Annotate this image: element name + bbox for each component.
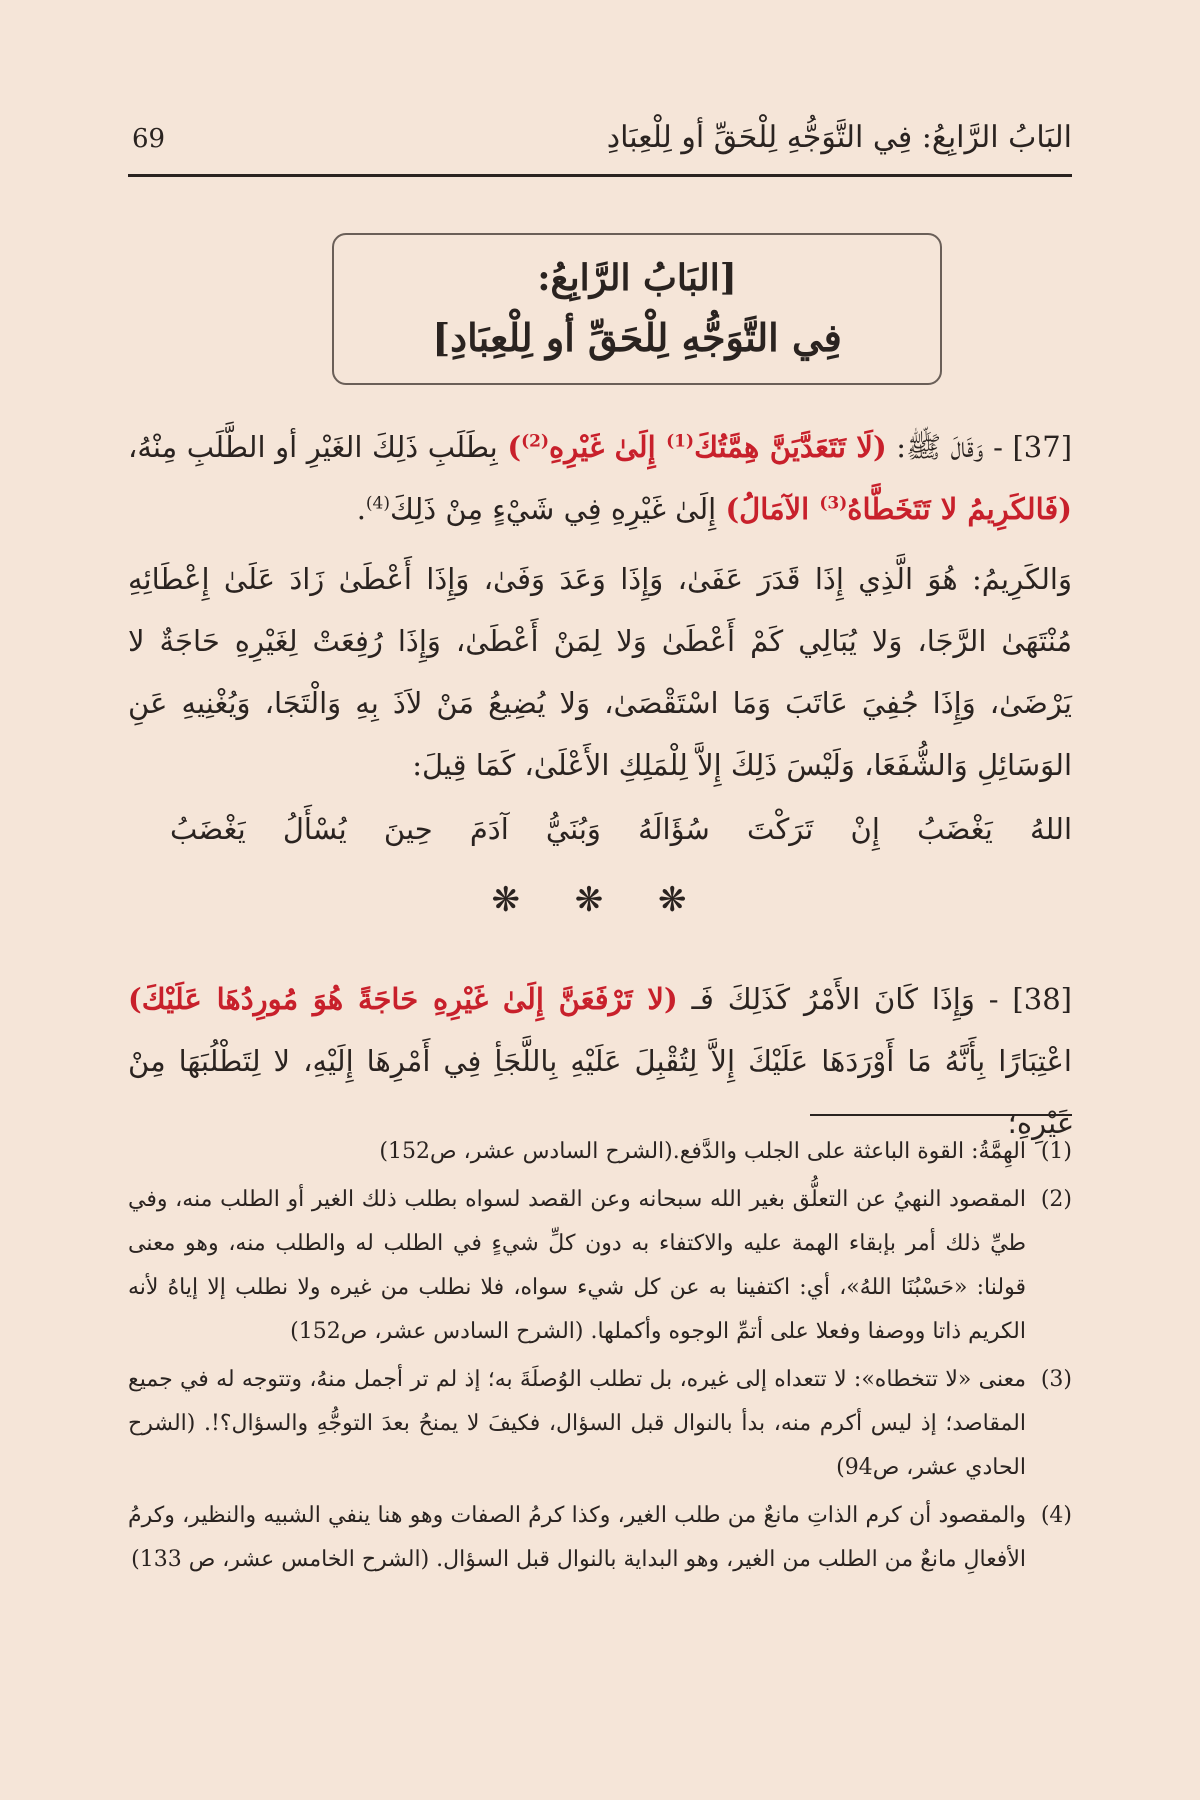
footnote-item <box>128 1178 1072 1354</box>
running-title: البَابُ الرَّابِعُ: فِي التَّوَجُّهِ لِلْحَقِّ أو لِلْعِبَادِ <box>606 120 1072 155</box>
paragraph-number: [37] - وَقَالَ ﷺ: <box>886 430 1073 464</box>
hikma-quote: إِلَىٰ غَيْرِهِ <box>549 430 667 464</box>
footnote-text: المقصود النهيُ عن التعلُّق بغير الله سبحانه وعن القصد لسواه بطلب ذلك الغير أو الطلب منه، وفي طيِّ ذلك أمر بإبقاء الهمة عليه والاكتفاء به دون كلِّ شيءٍ في الطلب له والطلب منه، وهو معنى قولنا: «حَسْبُنَا اللهُ»، أي: اكتفينا به عن كل شيء سواه، فلا نطلب من غيره ولا نطلب إلا إياهُ لأنه الكريم ذاتا ووصفا وفعلا على أتمِّ الوجوه وأكملها. (الشرح السادس عشر، ص152) <box>128 1187 1026 1344</box>
hikma-quote: (لا تَرْفَعَنَّ إِلَىٰ غَيْرِهِ حَاجَةً هُوَ مُورِدُهَا عَلَيْكَ) <box>128 982 678 1016</box>
hikma-quote: ) <box>507 430 522 464</box>
page-header <box>128 110 1072 177</box>
hikma-quote: الآمَالُ) <box>725 492 820 526</box>
footnote-text: والمقصود أن كرم الذاتِ مانعٌ من طلب الغير، وكذا كرمُ الصفات وهو هنا ينفي الشبيه والنظير، وكرمُ الأفعالِ مانعٌ من الطلب من الغير، وهو البداية بالنوال قبل السؤال. (الشرح الخامس عشر، ص 133) <box>128 1503 1026 1572</box>
footnote-item <box>128 1358 1072 1490</box>
page-number: 69 <box>132 124 166 154</box>
footnote-number: (3) <box>1040 1367 1072 1392</box>
footnote-number: (4) <box>1040 1503 1072 1528</box>
footnote-item <box>128 1494 1072 1582</box>
paragraph-number: [38] - وَإِذَا كَانَ الأَمْرُ كَذَلِكَ فَـ <box>677 982 1072 1016</box>
paragraph-karim: وَالكَرِيمُ: هُوَ الَّذِي إِذَا قَدَرَ عَفَىٰ، وَإِذَا وَعَدَ وَفَىٰ، وَإِذَا أَعْطَىٰ زَادَ عَلَىٰ إِعْطَائِهِ مُنْتَهَىٰ الرَّجَا، وَلا يُبَالِي كَمْ أَعْطَىٰ وَلا لِمَنْ أَعْطَىٰ، وَإِذَا رُفِعَتْ لِغَيْرِهِ حَاجَةٌ لا يَرْضَىٰ، وَإِذَا جُفِيَ عَاتَبَ وَمَا اسْتَقْصَىٰ، وَلا يُضِيعُ مَنْ لاَذَ بِهِ وَالْتَجَا، وَيُغْنِيهِ عَنِ الوَسَائِلِ وَالشُّفَعَا، وَلَيْسَ ذَلِكَ إِلاَّ لِلْمَلِكِ الأَعْلَىٰ، كَمَا قِيلَ: <box>128 562 1072 782</box>
section-separator: ❋ ❋ ❋ <box>491 880 709 920</box>
footnote-number: (2) <box>1040 1187 1072 1212</box>
footnotes <box>128 1130 1072 1586</box>
footnote-text: معنى «لا تتخطاه»: لا تتعداه إلى غيره، بل تطلب الوُصلَةَ به؛ إذ لم تر أجمل منهُ، وتتوجه له في جميع المقاصد؛ إذ ليس أكرم منه، بدأ بالنوال قبل السؤال، فكيفَ لا يمنحُ بعدَ التوجُّهِ والسؤال؟!. (الشرح الحادي عشر، ص94) <box>128 1367 1026 1480</box>
footnote-number: (1) <box>1040 1139 1072 1164</box>
commentary-text: إِلَىٰ غَيْرِهِ فِي شَيْءٍ مِنْ ذَلِكَ <box>390 492 726 526</box>
footnote-ref[interactable]: (2) <box>521 431 549 452</box>
chapter-title-line1: [البَابُ الرَّابِعُ: <box>537 257 737 299</box>
footnote-ref[interactable]: (1) <box>666 431 695 452</box>
commentary-text: . <box>356 492 366 526</box>
footnote-ref[interactable]: (4) <box>365 493 391 514</box>
commentary-text: بِطَلَبِ ذَلِكَ الغَيْرِ أو الطَّلَبِ مِنْهُ، <box>128 430 508 464</box>
hikma-quote: (فَالكَرِيمُ لا تَتَخَطَّاهُ <box>847 492 1072 526</box>
verse-hemistich-first: اللهُ يَغْضَبُ إِنْ تَرَكْتَ سُؤَالَهُ <box>638 812 1073 846</box>
footnote-text: الهِمَّةُ: القوة الباعثة على الجلب والدَّفع.(الشرح السادس عشر، ص152) <box>379 1139 1026 1164</box>
footnote-item <box>128 1130 1072 1174</box>
chapter-title-line2: فِي التَّوَجُّهِ لِلْحَقِّ أو لِلْعِبَادِ] <box>432 315 842 360</box>
hikma-quote: (لَا تَتَعَدَّيَنَّ هِمَّتُكَ <box>694 430 887 464</box>
paragraph-38 <box>128 968 1072 1154</box>
chapter-title-box <box>332 233 942 385</box>
footnote-ref[interactable]: (3) <box>819 493 848 514</box>
commentary-text: اعْتِبَارًا بِأَنَّهُ مَا أَوْرَدَهَا عَلَيْكَ إِلاَّ لِتُقْبِلَ عَلَيْهِ بِاللَّجَأِ فِي أَمْرِهَا إِلَيْهِ، لا لِتَطْلُبَهَا مِنْ غَيْرِهِ؛ <box>128 1044 1072 1140</box>
paragraph-37 <box>128 416 1072 540</box>
poetry-verse <box>170 812 1072 846</box>
verse-hemistich-second: وَبُنَيُّ آدَمَ حِينَ يُسْأَلُ يَغْضَبُ <box>170 812 601 846</box>
footnote-divider <box>810 1114 1072 1116</box>
